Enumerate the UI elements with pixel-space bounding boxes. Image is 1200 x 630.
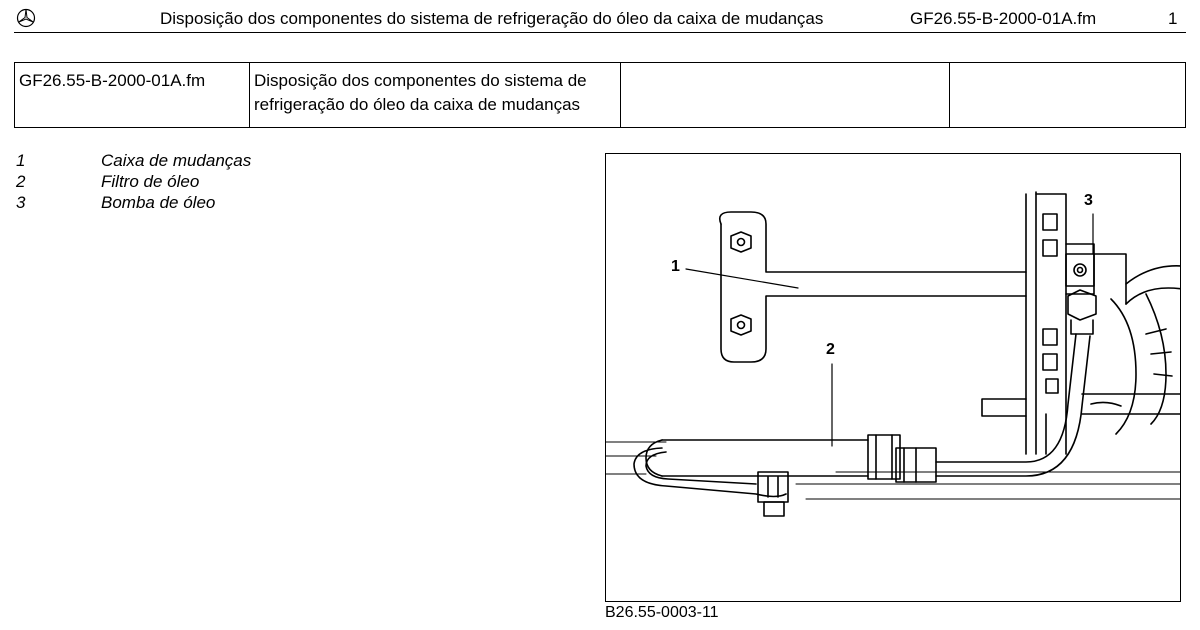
legend-item bbox=[16, 192, 251, 213]
figure-code: B26.55-0003-11 bbox=[605, 604, 719, 621]
legend-item bbox=[16, 150, 251, 171]
description-line-1: Disposição dos componentes do sistema de bbox=[254, 71, 587, 90]
empty-cell-4 bbox=[950, 63, 1186, 128]
callout-3: 3 bbox=[1084, 192, 1093, 209]
page-number: 1 bbox=[1168, 9, 1178, 28]
callout-1: 1 bbox=[671, 258, 680, 275]
legend-number: 2 bbox=[16, 172, 26, 191]
technical-illustration bbox=[605, 153, 1181, 602]
document-code-cell: GF26.55-B-2000-01A.fm bbox=[15, 63, 250, 128]
legend-text: Caixa de mudanças bbox=[101, 151, 252, 170]
oil-filter-and-line bbox=[634, 334, 1090, 516]
header-rule bbox=[14, 32, 1186, 33]
header-title: Disposição dos componentes do sistema de refrigeração do óleo da caixa de mudanças bbox=[160, 9, 824, 28]
legend-text: Bomba de óleo bbox=[101, 193, 216, 212]
description-line-2: refrigeração do óleo da caixa de mudanças bbox=[254, 95, 581, 114]
document-description-cell bbox=[250, 63, 621, 128]
frame-lines bbox=[606, 442, 1181, 499]
page-header bbox=[0, 0, 1200, 34]
callout-2: 2 bbox=[826, 341, 835, 358]
oil-cooling-system-drawing bbox=[606, 154, 1181, 602]
mercedes-star-logo bbox=[16, 8, 36, 28]
parts-legend bbox=[16, 150, 251, 213]
legend-text: Filtro de óleo bbox=[101, 172, 200, 191]
legend-item bbox=[16, 171, 251, 192]
empty-cell-3 bbox=[621, 63, 950, 128]
document-info-table bbox=[14, 62, 1186, 128]
legend-number: 1 bbox=[16, 151, 26, 170]
header-file-name: GF26.55-B-2000-01A.fm bbox=[910, 9, 1097, 28]
legend-number: 3 bbox=[16, 193, 26, 212]
mounting-bracket bbox=[720, 212, 1026, 362]
